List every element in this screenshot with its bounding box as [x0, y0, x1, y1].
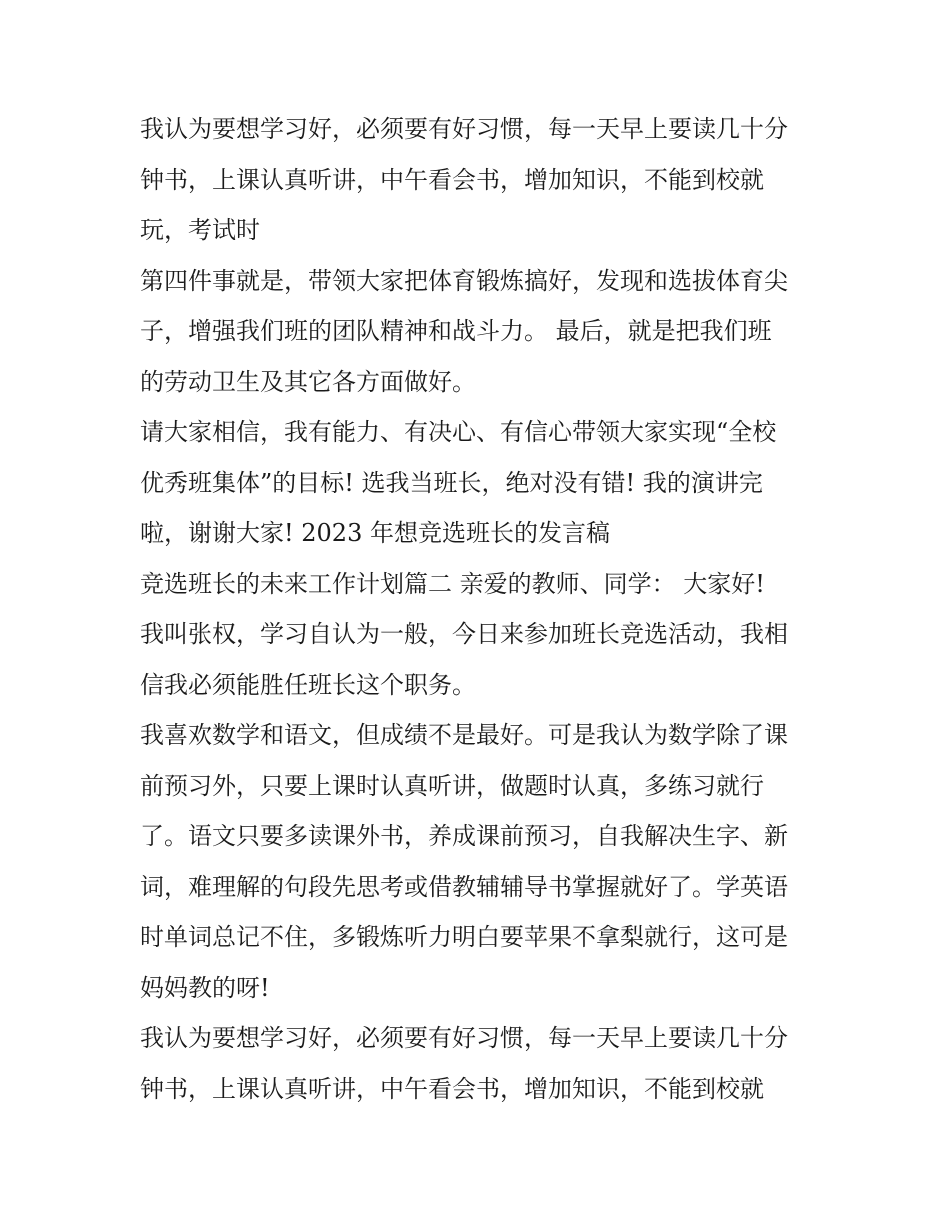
- text-line: 子，增强我们班的团队精神和战斗力。 最后，就是把我们班: [140, 317, 772, 345]
- text-line: 我叫张权，学习自认为一般，今日来参加班长竞选活动，我相: [140, 620, 788, 648]
- text-line: 第四件事就是，带领大家把体育锻炼搞好，发现和选拔体育尖: [140, 266, 788, 295]
- text-line: 时单词总记不住，多锻炼听力明白要苹果不拿梨就行，这可是: [140, 923, 788, 951]
- text-line: 啦，谢谢大家! 2023 年想竞选班长的发言稿: [140, 519, 610, 547]
- text-line: 词，难理解的句段先思考或借教辅辅导书掌握就好了。学英语: [140, 872, 788, 901]
- text-line: 的劳动卫生及其它各方面做好。: [140, 367, 476, 396]
- text-line: 竞选班长的未来工作计划篇二 亲爱的教师、同学： 大家好!: [140, 569, 765, 598]
- text-line: 了。语文只要多读课外书，养成课前预习，自我解决生字、新: [140, 822, 788, 850]
- text-line: 我认为要想学习好，必须要有好习惯，每一天早上要读几十分: [140, 1024, 788, 1052]
- text-line: 妈妈教的呀!: [140, 973, 270, 1002]
- text-line: 钟书，上课认真听讲，中午看会书，增加知识，不能到校就: [140, 1074, 764, 1103]
- text-line: 前预习外，只要上课时认真听讲，做题时认真，多练习就行: [140, 771, 764, 800]
- text-line: 钟书，上课认真听讲，中午看会书，增加知识，不能到校就: [140, 165, 764, 194]
- text-line: 玩，考试时: [140, 216, 260, 244]
- text-line: 我认为要想学习好，必须要有好习惯，每一天早上要读几十分: [140, 115, 788, 143]
- text-line: 请大家相信，我有能力、有决心、有信心带领大家实现“全校: [140, 418, 777, 446]
- text-line: 我喜欢数学和语文，但成绩不是最好。可是我认为数学除了课: [140, 721, 788, 749]
- text-line: 信我必须能胜任班长这个职务。: [140, 670, 476, 699]
- body-text: [140, 104, 820, 1114]
- text-line: 优秀班集体”的目标! 选我当班长，绝对没有错! 我的演讲完: [140, 468, 763, 497]
